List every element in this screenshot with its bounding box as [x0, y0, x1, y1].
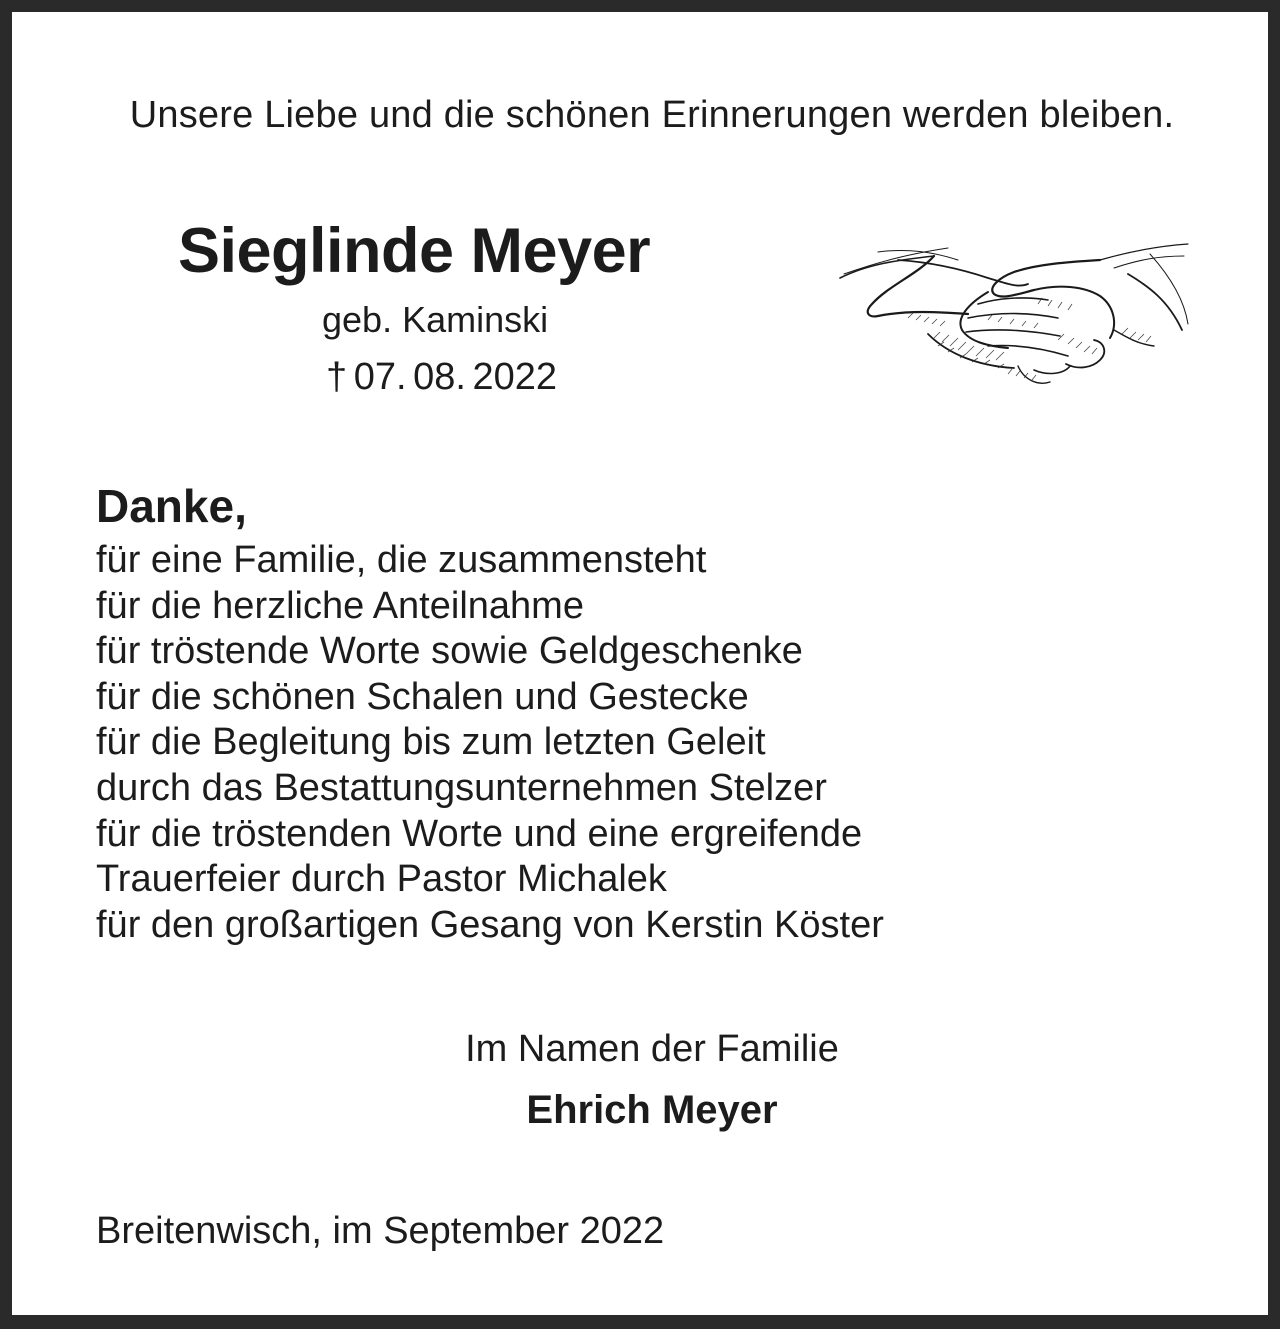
motto-line: Unsere Liebe und die schönen Erinnerungen werden bleiben.	[129, 94, 1175, 136]
signature-intro: Im Namen der Familie	[465, 1028, 839, 1070]
deceased-name: Sieglinde Meyer	[178, 216, 651, 286]
clasped-hands-icon	[838, 234, 1190, 394]
signature-name: Ehrich Meyer	[526, 1088, 778, 1132]
thanks-line: für den großartigen Gesang von Kerstin Köster	[96, 903, 884, 946]
thanks-line: durch das Bestattungsunternehmen Stelzer	[96, 766, 827, 809]
thanks-list	[96, 538, 884, 948]
place-date: Breitenwisch, im September 2022	[96, 1210, 665, 1252]
thanks-line: Trauerfeier durch Pastor Michalek	[96, 858, 667, 901]
thanks-line: für tröstende Worte sowie Geldgeschenke	[96, 630, 803, 673]
birth-name: geb. Kaminski	[322, 299, 549, 340]
thanks-line: für die Begleitung bis zum letzten Geleit	[96, 721, 766, 764]
thanks-line: für die tröstenden Worte und eine ergreifende	[96, 812, 863, 855]
thanks-line: für die herzliche Anteilnahme	[96, 584, 584, 627]
death-date: † 07. 08. 2022	[326, 356, 557, 398]
thanks-line: für die schönen Schalen und Gestecke	[96, 675, 749, 718]
thanks-line: für eine Familie, die zusammensteht	[96, 539, 707, 581]
thanks-heading: Danke,	[96, 480, 247, 532]
